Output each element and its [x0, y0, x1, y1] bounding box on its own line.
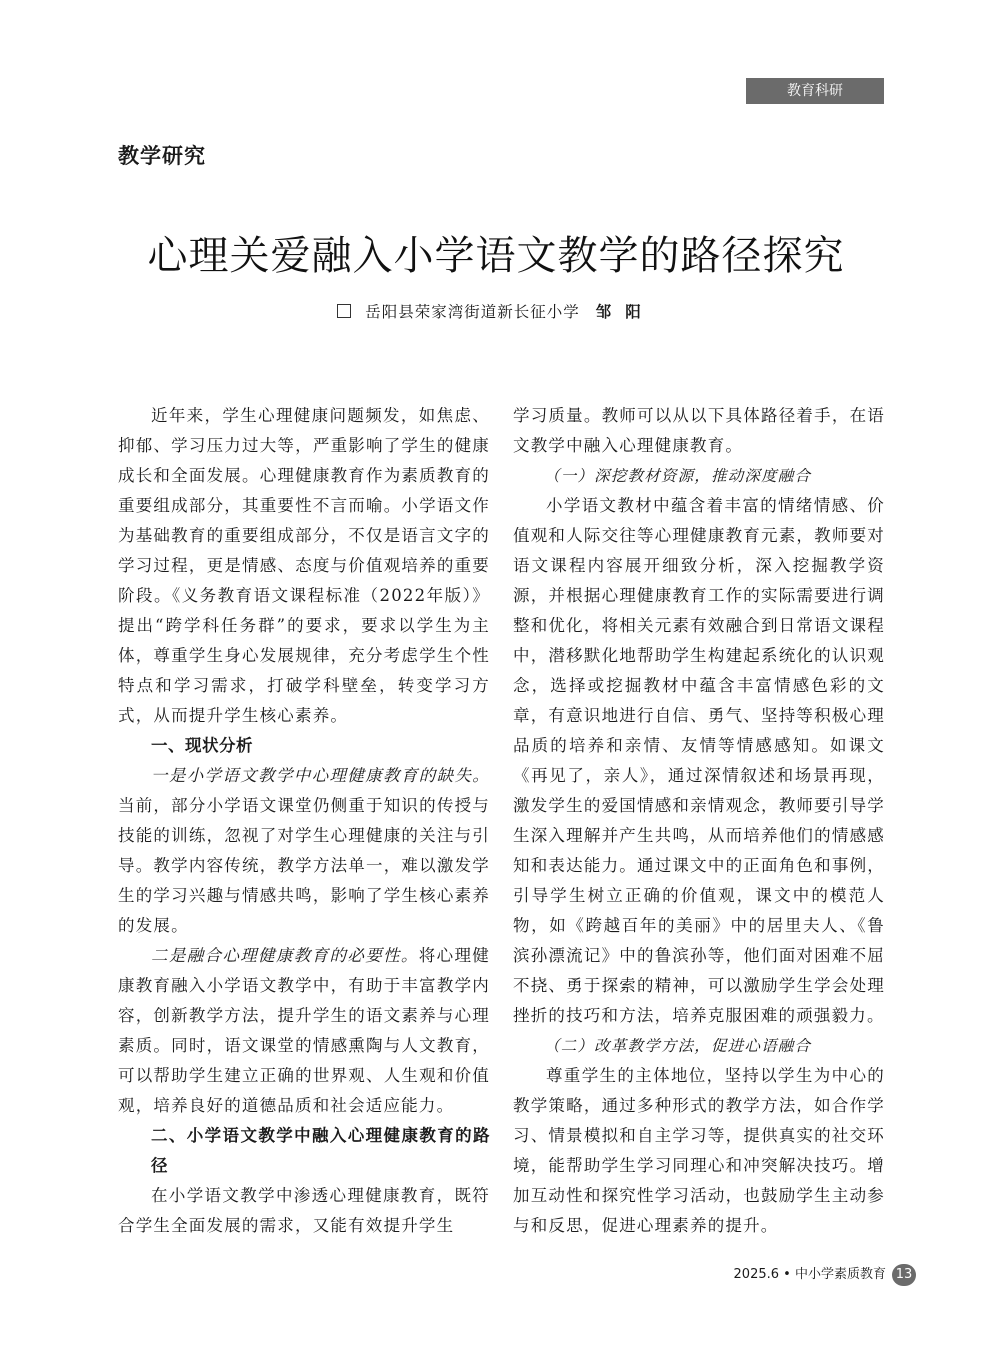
column-label: 教学研究: [118, 144, 206, 168]
lead-lack: 一是小学语文教学中心理健康教育的缺失。: [151, 766, 490, 785]
left-column: [118, 401, 490, 1241]
square-icon: [337, 304, 351, 318]
subheading-methods: （二）改革教学方法，促进心语融合: [544, 1037, 812, 1055]
paragraph-paths-intro: 在小学语文教学中渗透心理健康教育，既符合学生全面发展的需求，又能有效提升学生: [118, 1186, 490, 1235]
intro-paragraph: 近年来，学生心理健康问题频发，如焦虑、抑郁、学习压力过大等，严重影响了学生的健康成长和全面发展。心理健康教育作为素质教育的重要组成部分，其重要性不言而喻。小学语文作为基础教育的重要组成部分，不仅是语言文字的学习过程，更是情感、态度与价值观培养的重要阶段。《义务教育语文课程标准（2022年版）》提出“跨学科任务群”的要求，要求以学生为主体，尊重学生身心发展规律，充分考虑学生个性特点和学习需求，打破学科壁垒，转变学习方式，从而提升学生核心素养。: [118, 406, 490, 725]
paragraph-necessity: [118, 941, 490, 1121]
heading-status: 一、现状分析: [151, 736, 253, 755]
right-column: [513, 401, 885, 1241]
page-footer: [734, 1264, 916, 1286]
journal-name: 中小学素质教育: [794, 1267, 886, 1282]
paragraph-continued: 学习质量。教师可以从以下具体路径着手，在语文教学中融入心理健康教育。: [513, 406, 885, 455]
byline: [0, 300, 992, 322]
paragraph-lack: [118, 761, 490, 941]
heading-paths: 二、小学语文教学中融入心理健康教育的路径: [151, 1126, 490, 1175]
section-tag: 教育科研: [746, 78, 884, 104]
subheading-materials: （一）深挖教材资源，推动深度融合: [544, 467, 812, 485]
affiliation: 岳阳县荣家湾街道新长征小学: [365, 303, 580, 321]
paragraph-materials: 小学语文教材中蕴含着丰富的情绪情感、价值观和人际交往等心理健康教育元素，教师要对语文课程内容展开细致分析，深入挖掘教学资源，并根据心理健康教育工作的实际需要进行调整和优化，将相关元素有效融合到日常语文课程中，潜移默化地帮助学生构建起系统化的认识观念，选择或挖掘教材中蕴含丰富情感色彩的文章，有意识地进行自信、勇气、坚持等积极心理品质的培养和亲情、友情等情感感知。如课文《再见了，亲人》，通过深情叙述和场景再现，激发学生的爱国情感和亲情观念，教师要引导学生深入理解并产生共鸣，从而培养他们的情感感知和表达能力。通过课文中的正面角色和事例，引导学生树立正确的价值观，课文中的模范人物，如《跨越百年的美丽》中的居里夫人、《鲁滨孙漂流记》中的鲁滨孙等，他们面对困难不屈不挠、勇于探索的精神，可以激励学生学会处理挫折的技巧和方法，培养克服困难的顽强毅力。: [513, 496, 885, 1025]
footer-separator: •: [783, 1267, 791, 1282]
body-lack: 当前，部分小学语文课堂仍侧重于知识的传授与技能的训练，忽视了对学生心理健康的关注与引导。教学内容传统，教学方法单一，难以激发学生的学习兴趣与情感共鸣，影响了学生核心素养的发展。: [118, 796, 490, 935]
issue-date: 2025.6: [733, 1267, 780, 1282]
paragraph-methods: 尊重学生的主体地位，坚持以学生为中心的教学策略，通过多种形式的教学方法，如合作学习、情景模拟和自主学习等，提供真实的社交环境，能帮助学生学习同理心和冲突解决技巧。增加互动性和探究性学习活动，也鼓励学生主动参与和反思，促进心理素养的提升。: [513, 1066, 885, 1235]
lead-necessity: 二是融合心理健康教育的必要性。: [151, 946, 419, 965]
author: 邹阳: [595, 302, 655, 321]
article-title: 心理关爱融入小学语文教学的路径探究: [147, 233, 845, 279]
page-number: 13: [892, 1264, 916, 1286]
body-necessity: 将心理健康教育融入小学语文教学中，有助于丰富教学内容，创新教学方法，提升学生的语文素养与心理素质。同时，语文课堂的情感熏陶与人文教育，可以帮助学生建立正确的世界观、人生观和价值观，培养良好的道德品质和社会适应能力。: [118, 946, 490, 1115]
